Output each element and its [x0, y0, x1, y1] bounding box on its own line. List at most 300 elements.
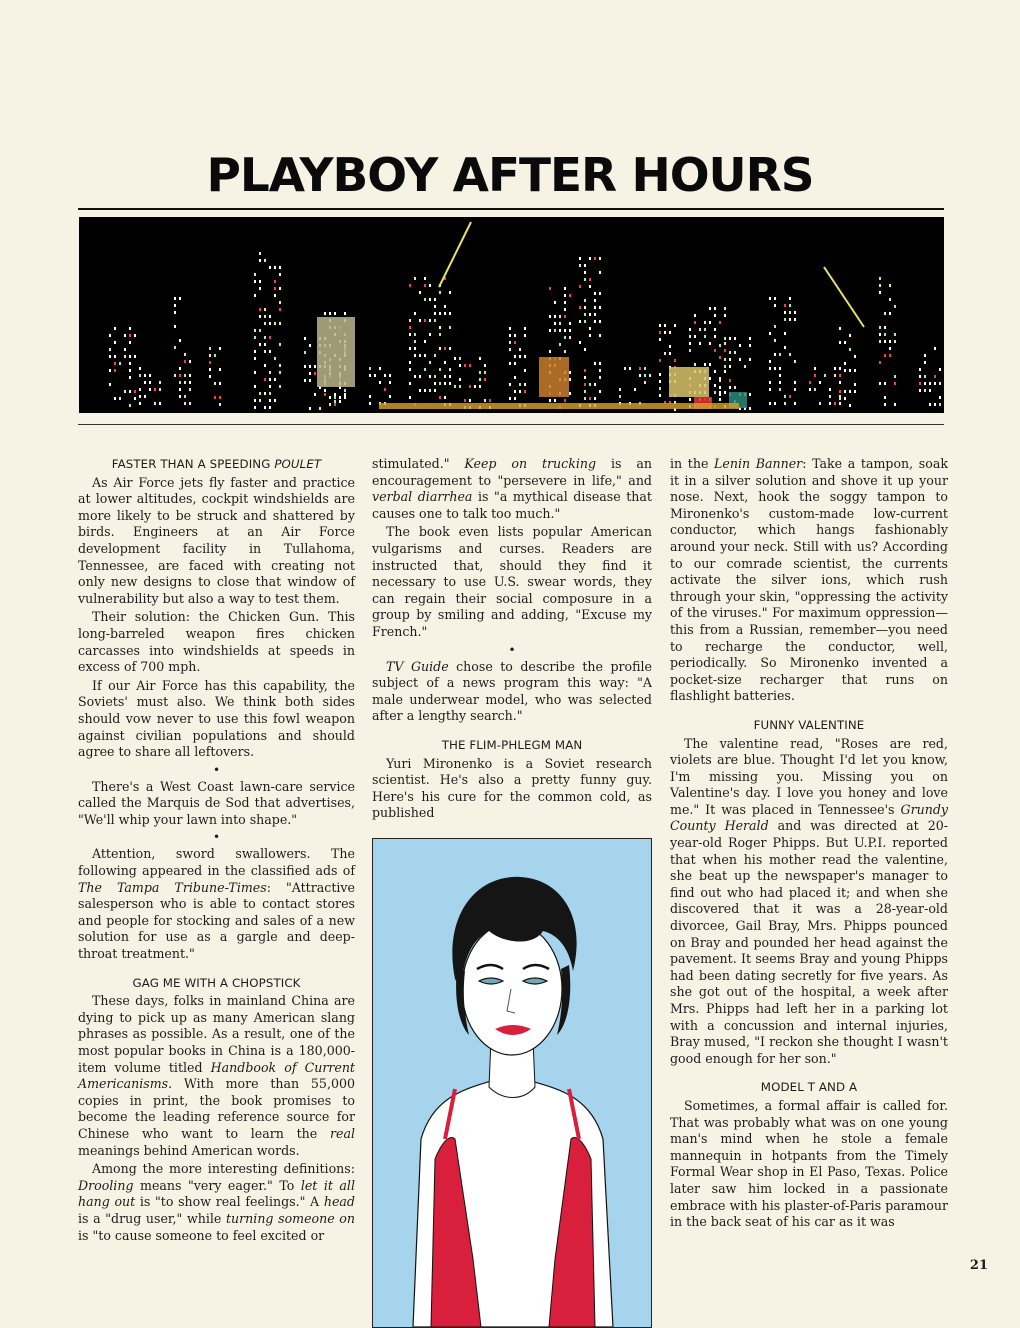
paragraph: TV Guide chose to describe the profile subject of a news program this way: "A male underwear model, who was selected after a lengthy search."	[372, 658, 652, 724]
window-light	[344, 312, 346, 315]
window-light	[439, 326, 441, 329]
window-light	[694, 321, 696, 324]
window-light	[829, 402, 831, 405]
window-light	[429, 284, 431, 287]
window-light	[569, 294, 571, 297]
window-light	[149, 388, 151, 391]
window-light	[599, 257, 601, 260]
window-light	[129, 404, 131, 407]
window-light	[174, 297, 176, 300]
window-light	[689, 342, 691, 345]
window-light	[149, 374, 151, 377]
window-light	[429, 333, 431, 336]
window-light	[744, 365, 746, 368]
window-light	[189, 374, 191, 377]
window-light	[729, 379, 731, 382]
window-light	[734, 351, 736, 354]
window-light	[379, 381, 381, 384]
window-light	[264, 308, 266, 311]
window-light	[934, 347, 936, 350]
window-light	[259, 280, 261, 283]
window-light	[889, 340, 891, 343]
window-light	[279, 343, 281, 346]
window-light	[844, 390, 846, 393]
page-number: 21	[969, 1258, 988, 1273]
window-light	[264, 315, 266, 318]
window-light	[174, 311, 176, 314]
window-light	[659, 394, 661, 397]
window-light	[714, 307, 716, 310]
window-light	[434, 298, 436, 301]
window-light	[599, 306, 601, 309]
window-light	[509, 397, 511, 400]
window-light	[584, 397, 586, 400]
window-light	[384, 388, 386, 391]
window-light	[409, 368, 411, 371]
window-light	[659, 359, 661, 362]
window-light	[129, 355, 131, 358]
window-light	[509, 383, 511, 386]
window-light	[269, 406, 271, 409]
window-light	[129, 390, 131, 393]
window-light	[469, 364, 471, 367]
window-light	[584, 376, 586, 379]
window-light	[369, 395, 371, 398]
window-light	[424, 298, 426, 301]
window-light	[519, 390, 521, 393]
window-light	[209, 375, 211, 378]
window-light	[589, 257, 591, 260]
window-light	[259, 343, 261, 346]
window-light	[884, 354, 886, 357]
window-light	[129, 341, 131, 344]
window-light	[434, 312, 436, 315]
window-light	[439, 382, 441, 385]
window-light	[584, 369, 586, 372]
window-light	[124, 390, 126, 393]
window-light	[219, 347, 221, 350]
window-light	[554, 301, 556, 304]
window-light	[144, 374, 146, 377]
window-light	[554, 322, 556, 325]
window-light	[564, 336, 566, 339]
window-light	[729, 386, 731, 389]
window-light	[414, 333, 416, 336]
window-light	[449, 326, 451, 329]
window-light	[439, 291, 441, 294]
window-light	[374, 374, 376, 377]
window-light	[269, 392, 271, 395]
window-light	[929, 382, 931, 385]
window-light	[144, 381, 146, 384]
window-light	[434, 375, 436, 378]
window-light	[884, 312, 886, 315]
window-light	[449, 291, 451, 294]
window-light	[549, 350, 551, 353]
window-light	[724, 307, 726, 310]
title-rule	[78, 208, 944, 210]
window-light	[114, 397, 116, 400]
window-light	[324, 312, 326, 315]
window-light	[829, 388, 831, 391]
window-light	[789, 353, 791, 356]
window-light	[154, 388, 156, 391]
window-light	[259, 392, 261, 395]
window-light	[699, 328, 701, 331]
window-light	[919, 375, 921, 378]
window-light	[839, 390, 841, 393]
window-light	[114, 341, 116, 344]
window-light	[329, 312, 331, 315]
window-light	[524, 355, 526, 358]
window-light	[599, 334, 601, 337]
window-light	[849, 369, 851, 372]
window-light	[689, 328, 691, 331]
window-light	[879, 382, 881, 385]
window-light	[269, 371, 271, 374]
window-light	[389, 395, 391, 398]
window-light	[784, 304, 786, 307]
window-light	[149, 381, 151, 384]
window-light	[619, 395, 621, 398]
window-light	[564, 308, 566, 311]
window-light	[449, 375, 451, 378]
window-light	[749, 337, 751, 340]
window-light	[344, 396, 346, 399]
window-light	[714, 328, 716, 331]
window-light	[774, 325, 776, 328]
window-light	[174, 374, 176, 377]
window-light	[739, 344, 741, 347]
window-light	[274, 280, 276, 283]
window-light	[264, 350, 266, 353]
window-light	[809, 388, 811, 391]
window-light	[584, 313, 586, 316]
window-light	[729, 337, 731, 340]
window-light	[509, 341, 511, 344]
window-light	[334, 403, 336, 406]
window-light	[514, 376, 516, 379]
window-light	[589, 313, 591, 316]
window-light	[884, 326, 886, 329]
paragraph: As Air Force jets fly faster and practice at lower altitudes, cockpit windshields are more likely to be struck and shattered by birds. Engineers at an Air Force development facility in Tullahoma, Tennessee, are faced with creating not only new designs to close that window of vulnerability but also a way to test them.	[78, 474, 355, 606]
window-light	[719, 321, 721, 324]
window-light	[814, 367, 816, 370]
window-light	[559, 322, 561, 325]
window-light	[279, 322, 281, 325]
window-light	[894, 333, 896, 336]
window-light	[254, 371, 256, 374]
window-light	[774, 304, 776, 307]
separator-bullet: •	[212, 762, 221, 777]
window-light	[304, 351, 306, 354]
window-light	[414, 375, 416, 378]
window-light	[484, 371, 486, 374]
window-light	[594, 299, 596, 302]
window-light	[839, 367, 841, 370]
window-light	[734, 386, 736, 389]
window-light	[569, 378, 571, 381]
window-light	[469, 399, 471, 402]
window-light	[214, 382, 216, 385]
window-light	[709, 363, 711, 366]
window-light	[714, 384, 716, 387]
window-light	[449, 347, 451, 350]
window-light	[779, 381, 781, 384]
window-light	[639, 374, 641, 377]
window-light	[839, 397, 841, 400]
window-light	[469, 385, 471, 388]
window-light	[384, 374, 386, 377]
window-light	[854, 355, 856, 358]
window-light	[409, 382, 411, 385]
window-light	[189, 388, 191, 391]
window-light	[379, 367, 381, 370]
window-light	[789, 318, 791, 321]
window-light	[584, 271, 586, 274]
window-light	[789, 304, 791, 307]
window-light	[174, 304, 176, 307]
window-light	[514, 341, 516, 344]
window-light	[484, 378, 486, 381]
window-light	[264, 322, 266, 325]
window-light	[884, 382, 886, 385]
window-light	[429, 319, 431, 322]
window-light	[769, 297, 771, 300]
window-light	[934, 403, 936, 406]
window-light	[689, 398, 691, 401]
portrait-illustration	[372, 838, 652, 1328]
window-light	[924, 361, 926, 364]
window-light	[579, 257, 581, 260]
window-light	[589, 383, 591, 386]
window-light	[209, 354, 211, 357]
window-light	[159, 388, 161, 391]
window-light	[179, 339, 181, 342]
window-light	[889, 312, 891, 315]
window-light	[269, 350, 271, 353]
window-light	[889, 347, 891, 350]
window-light	[549, 315, 551, 318]
window-light	[774, 339, 776, 342]
window-light	[834, 374, 836, 377]
window-light	[184, 374, 186, 377]
window-light	[514, 334, 516, 337]
window-light	[849, 390, 851, 393]
section-heading: FUNNY VALENTINE	[753, 717, 865, 732]
column-1	[78, 456, 355, 1244]
window-light	[664, 331, 666, 334]
window-light	[309, 344, 311, 347]
window-light	[784, 332, 786, 335]
window-light	[629, 367, 631, 370]
window-light	[854, 383, 856, 386]
window-light	[219, 368, 221, 371]
window-light	[819, 402, 821, 405]
window-light	[939, 382, 941, 385]
window-light	[454, 357, 456, 360]
window-light	[444, 382, 446, 385]
window-light	[714, 314, 716, 317]
window-light	[109, 383, 111, 386]
window-light	[769, 332, 771, 335]
window-light	[714, 370, 716, 373]
window-light	[579, 264, 581, 267]
window-light	[514, 355, 516, 358]
window-light	[304, 379, 306, 382]
window-light	[724, 342, 726, 345]
window-light	[184, 360, 186, 363]
window-light	[109, 348, 111, 351]
window-light	[269, 266, 271, 269]
window-light	[599, 271, 601, 274]
window-light	[569, 329, 571, 332]
window-light	[254, 406, 256, 409]
window-light	[789, 297, 791, 300]
window-light	[424, 389, 426, 392]
window-light	[589, 285, 591, 288]
window-light	[579, 285, 581, 288]
window-light	[444, 361, 446, 364]
window-light	[279, 308, 281, 311]
window-light	[704, 335, 706, 338]
window-light	[894, 382, 896, 385]
window-light	[794, 311, 796, 314]
window-light	[794, 381, 796, 384]
window-light	[369, 402, 371, 405]
portrait-eye	[479, 978, 503, 984]
window-light	[594, 383, 596, 386]
window-light	[849, 334, 851, 337]
window-light	[659, 324, 661, 327]
window-light	[729, 358, 731, 361]
window-light	[264, 343, 266, 346]
window-light	[584, 306, 586, 309]
window-light	[319, 407, 321, 410]
window-light	[774, 353, 776, 356]
window-light	[269, 315, 271, 318]
paragraph: stimulated." Keep on trucking is an encouragement to "persevere in life," and verbal diarrhea is "a mythical disease that causes one to talk too much."	[372, 456, 652, 521]
window-light	[414, 312, 416, 315]
window-light	[694, 335, 696, 338]
window-light	[784, 311, 786, 314]
window-light	[409, 319, 411, 322]
window-light	[719, 393, 721, 396]
window-light	[919, 389, 921, 392]
window-light	[464, 399, 466, 402]
window-light	[139, 402, 141, 405]
window-light	[489, 399, 491, 402]
window-light	[514, 397, 516, 400]
paragraph: The book even lists popular American vulgarisms and curses. Readers are instructed that, should they find it necessary to use U.S. swear words, they can regain their social composure in a group by smiling and adding, "Excuse my French."	[372, 524, 652, 639]
window-light	[324, 393, 326, 396]
window-light	[589, 334, 591, 337]
window-light	[749, 358, 751, 361]
building-block	[669, 367, 709, 397]
window-light	[279, 371, 281, 374]
window-light	[279, 287, 281, 290]
window-light	[634, 388, 636, 391]
window-light	[449, 382, 451, 385]
window-light	[279, 385, 281, 388]
window-light	[259, 252, 261, 255]
window-light	[339, 400, 341, 403]
window-light	[429, 389, 431, 392]
window-light	[739, 358, 741, 361]
paragraph: The valentine read, "Roses are red, violets are blue. Thought I'd let you know, I'm missing you. Missing you on Valentine's day. I love you honey and love me." It was placed in Tennessee's Grundy County Herald and was directed at 20-year-old Roger Phipps. But U.P.I. reported that when his mother read the valentine, she beat up the newspaper's manager to find out who had placed it; and when she discovered that it was a 28-year-old divorcee, Gail Bray, Mrs. Phipps pounced on Bray and pounded her head against the pavement. It seems Bray and young Phipps had been dating secretly for five years. As she got out of the hospital, a week after Mrs. Phipps had left her in a parking lot with a concussion and internal injuries, Bray mused, "I reckon she thought I wasn't good enough for her son."	[670, 735, 948, 1066]
window-light	[439, 368, 441, 371]
window-light	[434, 354, 436, 357]
window-light	[549, 329, 551, 332]
window-light	[599, 320, 601, 323]
window-light	[124, 334, 126, 337]
window-light	[414, 340, 416, 343]
window-light	[484, 399, 486, 402]
window-light	[584, 390, 586, 393]
window-light	[589, 397, 591, 400]
window-light	[599, 390, 601, 393]
window-light	[424, 277, 426, 280]
window-light	[594, 292, 596, 295]
window-light	[429, 375, 431, 378]
window-light	[274, 266, 276, 269]
portrait-eye	[523, 978, 547, 984]
window-light	[709, 342, 711, 345]
window-light	[564, 301, 566, 304]
window-light	[569, 371, 571, 374]
window-light	[929, 389, 931, 392]
window-light	[314, 365, 316, 368]
window-light	[124, 355, 126, 358]
window-light	[939, 396, 941, 399]
window-light	[584, 278, 586, 281]
window-light	[784, 346, 786, 349]
window-light	[419, 319, 421, 322]
window-light	[559, 329, 561, 332]
window-light	[254, 385, 256, 388]
window-light	[879, 291, 881, 294]
window-light	[479, 357, 481, 360]
window-light	[924, 389, 926, 392]
window-light	[749, 407, 751, 410]
window-light	[649, 374, 651, 377]
window-light	[769, 381, 771, 384]
window-light	[129, 334, 131, 337]
paragraph: Sometimes, a formal affair is called for. That was probably what was on one young man's mind when he stole a female mannequin in hotpants from the Timely Formal Wear shop in El Paso, Texas. Police later saw him locked in a passionate embrace with his plaster-of-Paris paramour in the back seat of his car as it was	[670, 1097, 948, 1230]
window-light	[639, 367, 641, 370]
window-light	[704, 321, 706, 324]
window-light	[279, 301, 281, 304]
window-light	[109, 355, 111, 358]
window-light	[439, 312, 441, 315]
window-light	[934, 382, 936, 385]
window-light	[139, 395, 141, 398]
window-light	[269, 322, 271, 325]
window-light	[789, 311, 791, 314]
window-light	[254, 336, 256, 339]
searchlight-beam	[824, 267, 864, 327]
window-light	[484, 364, 486, 367]
window-light	[414, 347, 416, 350]
window-light	[919, 382, 921, 385]
window-light	[309, 379, 311, 382]
window-light	[274, 378, 276, 381]
window-light	[119, 362, 121, 365]
window-light	[719, 356, 721, 359]
window-light	[569, 336, 571, 339]
window-light	[444, 312, 446, 315]
window-light	[264, 336, 266, 339]
